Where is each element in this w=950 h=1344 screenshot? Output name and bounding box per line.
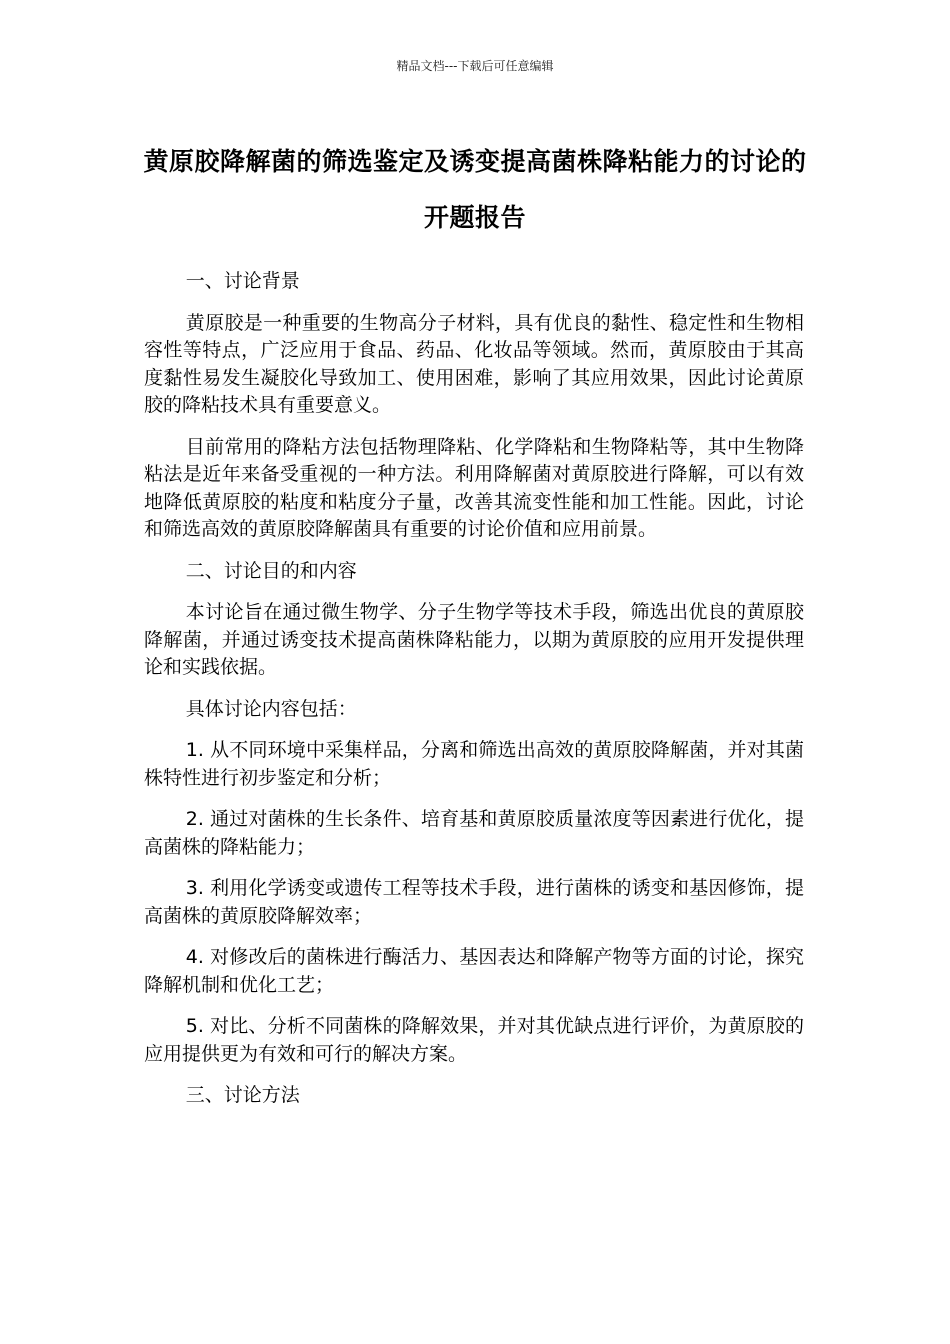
list-item: 2. 通过对菌株的生长条件、培育基和黄原胶质量浓度等因素进行优化，提高菌株的降粘能力；: [144, 808, 804, 858]
list-item: 5. 对比、分析不同菌株的降解效果，并对其优缺点进行评价，为黄原胶的应用提供更为有效和可行的解决方案。: [144, 1015, 804, 1065]
section-heading-methods: 三、讨论方法: [185, 1084, 300, 1106]
section-heading-purpose: 二、讨论目的和内容: [185, 559, 357, 582]
header-note: 精品文档---下载后可任意编辑: [396, 59, 554, 73]
list-item: 3. 利用化学诱变或遗传工程等技术手段，进行菌株的诱变和基因修饰，提高菌株的黄原胶降解效率；: [144, 877, 804, 927]
list-item: 1. 从不同环境中采集样品，分离和筛选出高效的黄原胶降解菌，并对其菌株特性进行初步鉴定和分析；: [144, 739, 804, 789]
list-item: 4. 对修改后的菌株进行酶活力、基因表达和降解产物等方面的讨论，探究降解机制和优化工艺；: [144, 946, 804, 996]
document-body: [144, 268, 804, 1124]
paragraph: 黄原胶是一种重要的生物高分子材料，具有优良的黏性、稳定性和生物相容性等特点，广泛应用于食品、药品、化妆品等领域。然而，黄原胶由于其高度黏性易发生凝胶化导致加工、使用困难，影响了其应用效果，因此讨论黄原胶的降粘技术具有重要意义。: [144, 311, 804, 416]
paragraph: 目前常用的降粘方法包括物理降粘、化学降粘和生物降粘等，其中生物降粘法是近年来备受重视的一种方法。利用降解菌对黄原胶进行降解，可以有效地降低黄原胶的粘度和粘度分子量，改善其流变性能和加工性能。因此，讨论和筛选高效的黄原胶降解菌具有重要的讨论价值和应用前景。: [144, 435, 804, 540]
document-title: 黄原胶降解菌的筛选鉴定及诱变提高菌株降粘能力的讨论的开题报告: [143, 147, 807, 232]
section-heading-background: 一、讨论背景: [185, 270, 300, 292]
paragraph: 本讨论旨在通过微生物学、分子生物学等技术手段，筛选出优良的黄原胶降解菌，并通过诱变技术提高菌株降粘能力，以期为黄原胶的应用开发提供理论和实践依据。: [144, 601, 804, 678]
paragraph: 具体讨论内容包括：: [185, 697, 357, 720]
